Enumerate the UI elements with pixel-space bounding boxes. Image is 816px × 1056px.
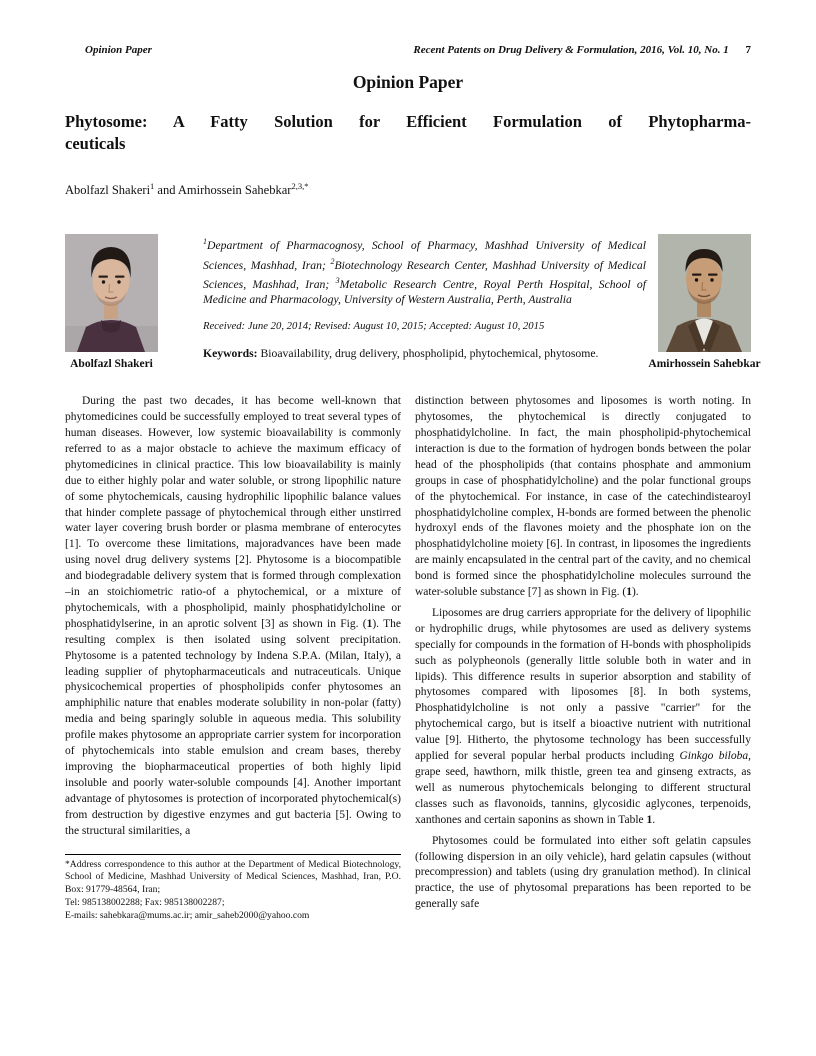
author-1-superscript: 1 — [150, 181, 155, 191]
running-head-section: Opinion Paper — [85, 44, 152, 56]
footnote-rule — [65, 854, 401, 855]
keywords-text: Bioavailability, drug delivery, phospholipid, phytochemical, phytosome. — [257, 346, 599, 360]
author-photo-right — [658, 234, 751, 352]
author-photo-left-figure — [65, 234, 158, 370]
author-photo-right-caption: Amirhossein Sahebkar — [648, 358, 761, 371]
affiliation-sup-3: 3 — [335, 275, 340, 285]
running-head — [65, 44, 751, 56]
affiliations — [203, 234, 646, 308]
paragraph-carriers-cont: , grape seed, hawthorn, milk thistle, green tea and ginseng extracts, as well as numerous phytochemicals belonging to different structural classes such as flavonoids, tannins, glycosidic aglycones, terpenoids, xanthones and certain saponins as shown in Table — [415, 750, 751, 826]
body-columns — [65, 394, 751, 922]
author-meta-row — [65, 234, 761, 371]
body-right-column — [415, 394, 751, 922]
paragraph-distinction-end: ). — [631, 586, 639, 599]
figure-1-reference: 1 — [626, 586, 632, 599]
species-name-italic: Ginkgo biloba — [679, 750, 749, 763]
page-number: 7 — [745, 44, 751, 56]
footnote-tel-fax: Tel: 985138002288; Fax: 985138002287; — [65, 896, 225, 908]
paragraph-intro — [65, 394, 401, 839]
affiliation-sup-2: 2 — [330, 256, 335, 266]
keywords-line — [203, 346, 646, 362]
authors-line — [65, 181, 751, 198]
received-revised-accepted-dates: Received: June 20, 2014; Revised: August 10, 2015; Accepted: August 10, 2015 — [203, 319, 545, 332]
journal-citation: Recent Patents on Drug Delivery & Formulation, 2016, Vol. 10, No. 1 — [413, 44, 729, 56]
section-label: Opinion Paper — [352, 72, 464, 92]
article-title-line-2: ceuticals — [65, 134, 126, 153]
table-1-reference: 1 — [646, 813, 653, 826]
paragraph-carriers — [415, 606, 751, 829]
paragraph-intro-text: During the past two decades, it has become well-known that phytomedicines could be successfully employed to treat several types of human diseases. However, low systemic bioavailability is commonly referred to as a major obstacle to achieve the maximum efficacy of phytomedicines in clinical practice. This low bioavailability is mainly due to either highly polar and water soluble, or strong lipophilic nature of some phytochemicals, causing hydrophilic lipophilic balance values that hinder complete passage of phytochemical through either unstirred water layer covering brush border or plasma membrane of enterocytes [1]. To overcome these limitations, majoradvances have been made using novel drug delivery systems [2]. Phytosome is a biocompatible and biodegradable delivery system that is formed through complexation –in an stoichiometric ratio-of a phytochemical, or a mixture of phytochemicals, with a phospholipid, mainly phosphatidylcholine or phosphatidylserine, in an aprotic solvent [3] as shown in Fig. ( — [65, 395, 401, 630]
paragraph-carriers-text: Liposomes are drug carriers appropriate for the delivery of lipophilic or hydrophilic drugs, while phytosomes are used as delivery systems specially for compounds in the formation of H-bonds with phospholipids such as polypheonols (generally little soluble both in water and in lipids). This difference results in superior absorption and stability of phytosomes compared with liposomes [8]. In both systems, Phosphatidylcholine is not only a passive "carrier" for the phytochemical cargo, but is itself a bioactive nutrient with nutritional value [9]. Hitherto, the phytosome technology has been successfully applied for several popular herbal products including — [415, 606, 751, 763]
paragraph-distinction-text: distinction between phytosomes and liposomes is worth noting. In phytosomes, the phytochemical is directly conjugated to phosphatidylcholine. In fact, the main phospholipid-phytochemical interaction is due to the formation of hydrogen bonds between the polar head of the phospholipids (that contains phosphate and ammonium groups in case of phosphatidylcholine) and the polar functional groups of the phytochemical. For instance, in case of the catechindistearoyl phosphatidylcholine complex, H-bonds are formed between the phenolic hydroxyl ends of the flavones moiety and the phosphate ion on the phosphatidylcholine moiety [6]. In contrast, in liposomes the ingredients are mainly encapsulated in the central part of the cavity, and no chemical bond is formed since the phosphatidylcholine molecules surround the water-soluble substance [7] as shown in Fig. ( — [415, 395, 751, 599]
running-head-citation — [413, 44, 751, 56]
affiliation-sup-1: 1 — [203, 237, 207, 247]
author-2-superscript: 2,3,* — [291, 181, 309, 191]
footnote-address: *Address correspondence to this author at the Department of Medical Biotechnology, School of Medicine, Mashhad University of Medical Sciences, Mashhad, Iran, P.O. Box: 91779-48564, Iran; — [65, 858, 401, 896]
body-left-column — [65, 394, 401, 922]
author-name-1: Abolfazl Shakeri — [65, 183, 151, 198]
author-name-2: and Amirhossein Sahebkar — [154, 183, 292, 198]
author-photo-left-caption: Abolfazl Shakeri — [70, 358, 153, 371]
affiliation-block — [203, 234, 646, 362]
article-title-line-1: Phytosome: A Fatty Solution for Efficient Formulation of Phytopharma- — [65, 112, 751, 131]
paragraph-formulation: Phytosomes could be formulated into either soft gelatin capsules (following dispersion in an oily vehicle), hard gelatin capsules (without precompression) and tablets (using dry granulation method). In clinical practice, the use of phytosomal preparations has been reported to be generally safe — [415, 834, 751, 911]
affiliation-text-2: Biotechnology Research Center, Mashhad University of Medical Sciences, Mashhad, Iran; — [203, 258, 646, 291]
article-title — [65, 111, 751, 155]
correspondence-footnote — [65, 854, 401, 923]
affiliation-text-3: Metabolic Research Centre, Royal Perth Hospital, School of Medicine and Pharmacology, University of Western Australia, Perth, Australia — [203, 277, 646, 307]
author-photo-left — [65, 234, 158, 352]
paragraph-intro-text-cont: ). The resulting complex is then isolated using solvent precipitation. Phytosome is a patented technology by Indena S.P.A. (Milan, Italy), a leading supplier of phytopharmaceuticals and nutraceuticals. Unique physicochemical properties of phospholipids confer phytosomes an amphiphilic nature that enables moderate solubility in non-polar (fatty) media and being sparingly soluble in aqueous media. This solubility profile makes phytosome an appropriate carrier system for incorporation of phytochemicals into stable emulsion and cream bases, thereby improving the biopharmaceutical properties of both highly lipid insoluble and poorly water-soluble compounds [4]. Another important advantage of phytosomes is protection of incorporated phytochemical(s) from destruction by digestive enzymes and gut bacteria [5]. Owing to the structural similarities, a — [65, 617, 401, 837]
paragraph-liposome-distinction — [415, 394, 751, 601]
affiliation-text-1: Department of Pharmacognosy, School of Pharmacy, Mashhad University of Medical Sciences, Mashhad, Iran; — [203, 239, 646, 272]
paragraph-carriers-end: . — [652, 813, 656, 826]
footnote-emails: E-mails: sahebkara@mums.ac.ir; amir_saheb2000@yahoo.com — [65, 909, 310, 921]
keywords-label: Keywords: — [203, 346, 258, 360]
figure-1-reference: 1 — [366, 617, 373, 630]
author-photo-right-figure — [648, 234, 761, 371]
